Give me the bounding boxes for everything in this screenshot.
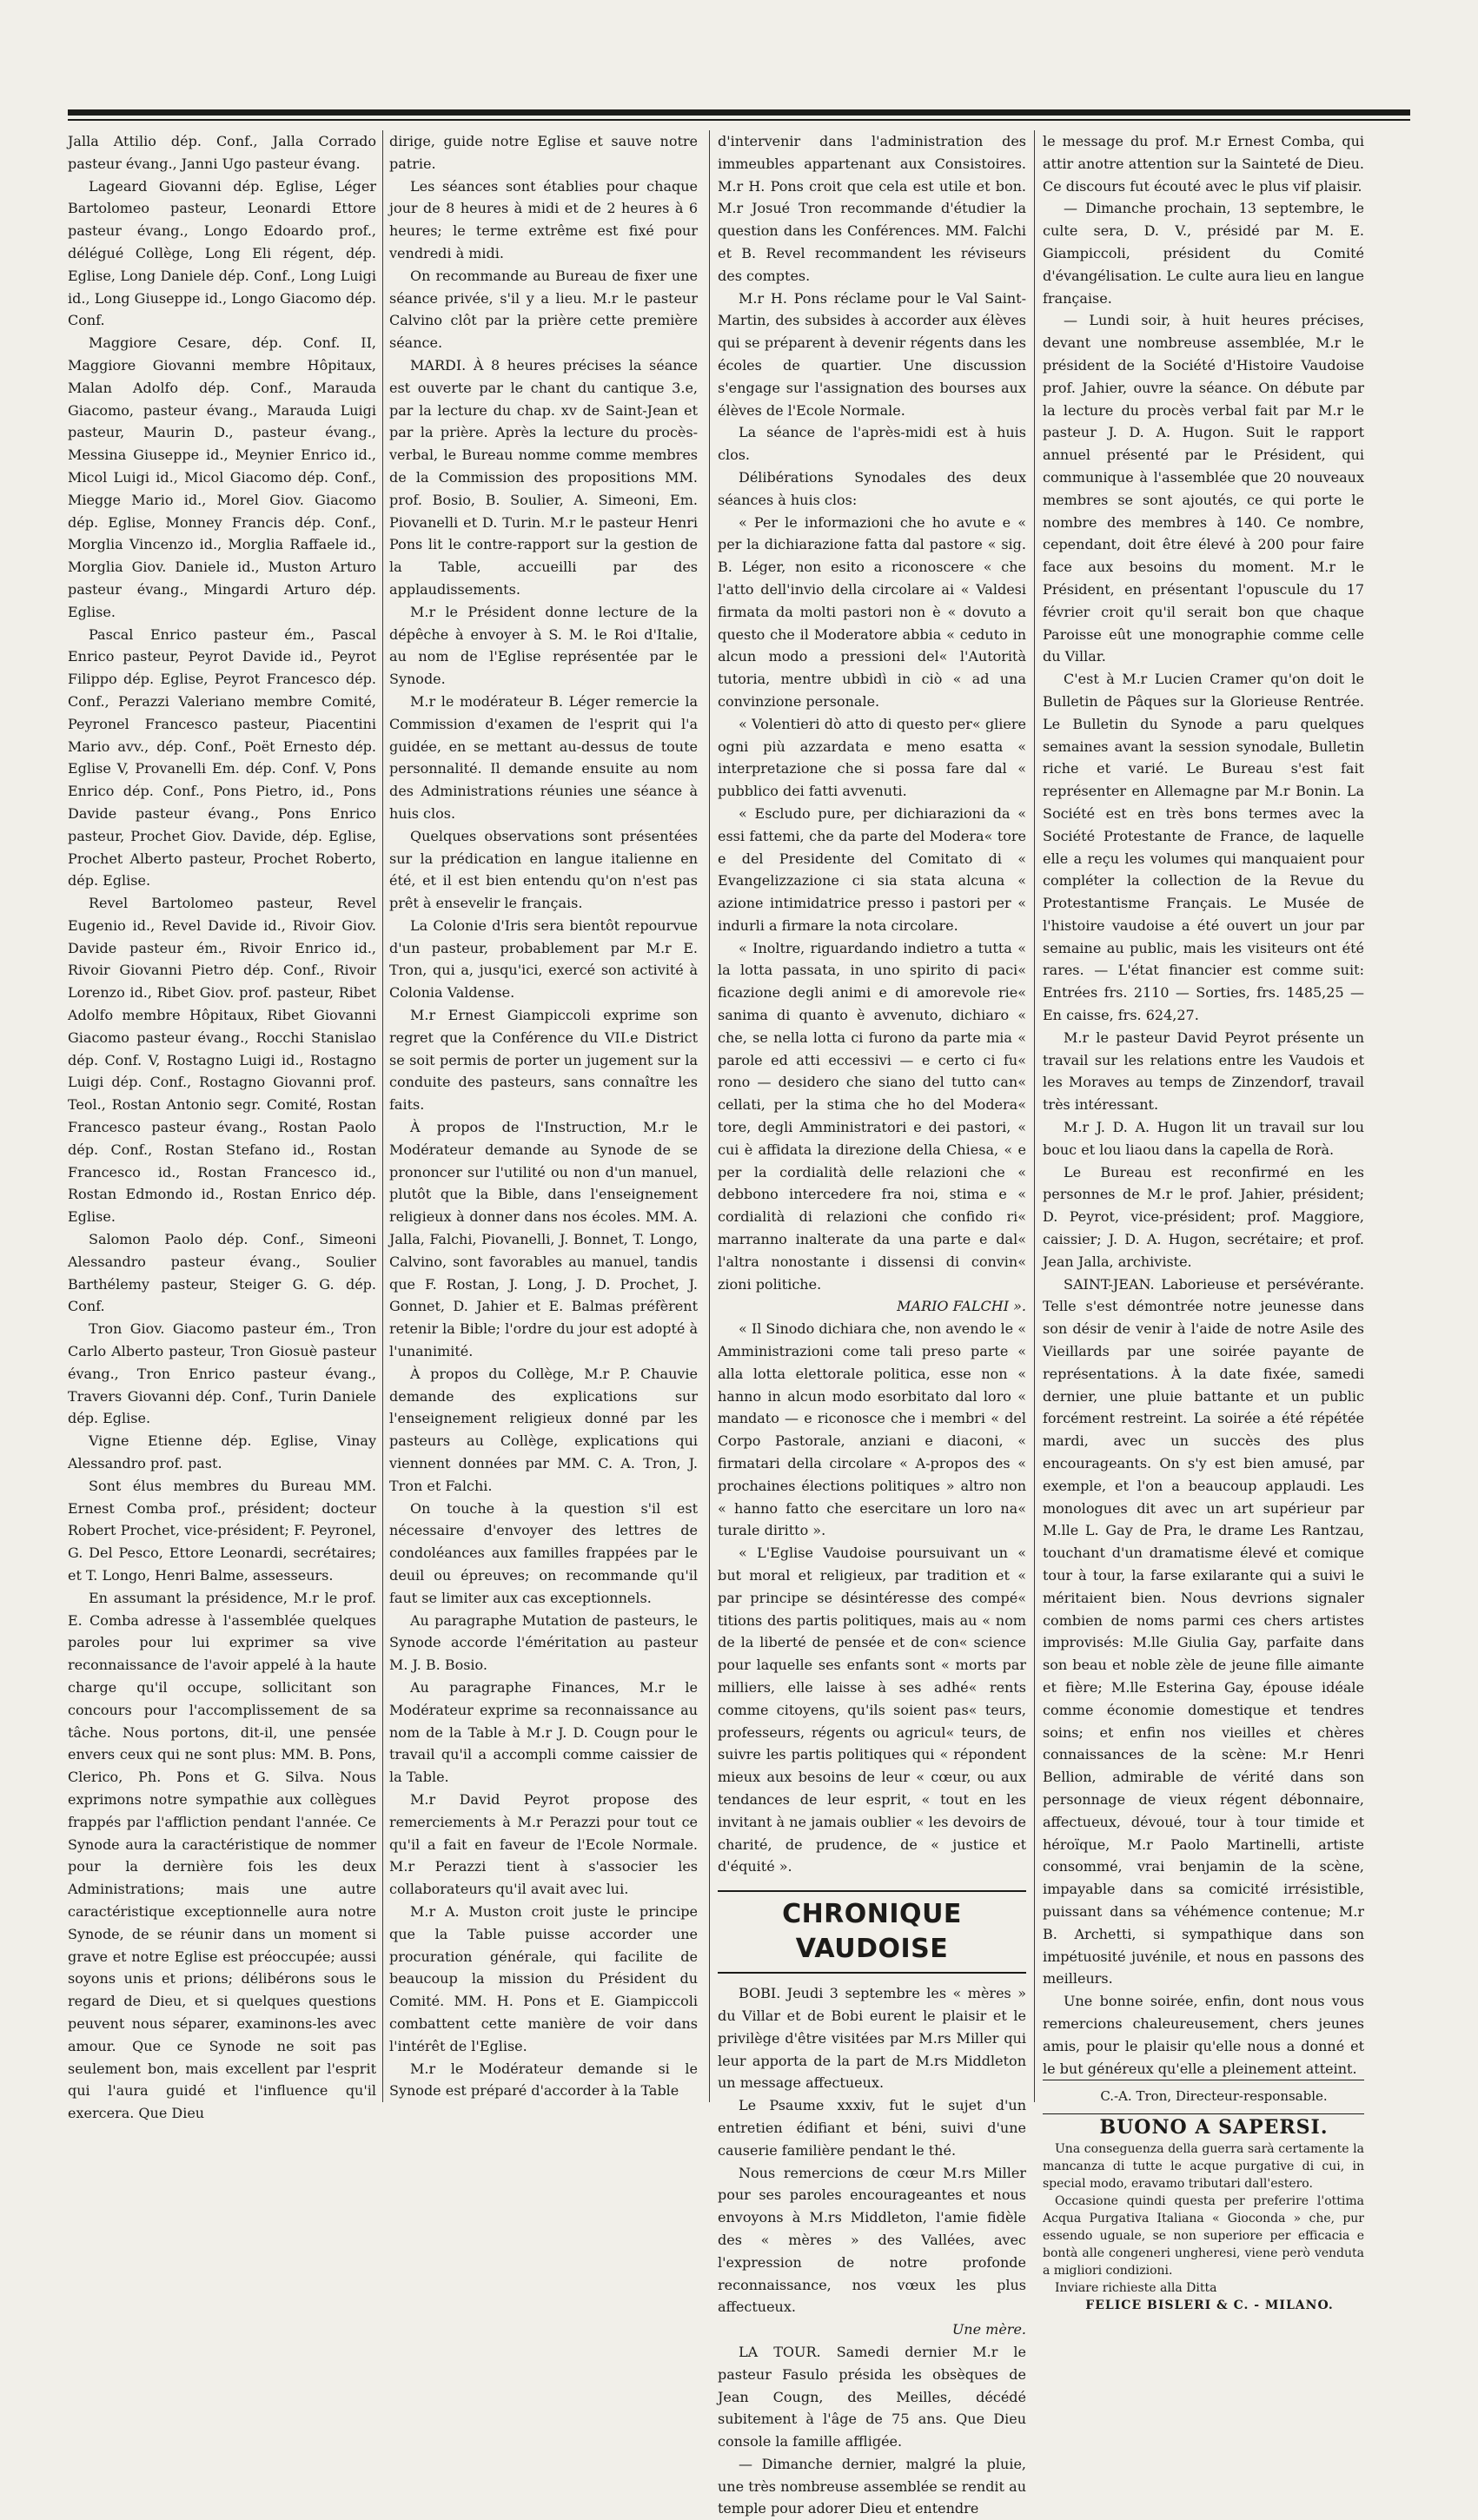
paragraph: SAINT-JEAN. Laborieuse et persévérante. Telle s'est démontrée notre jeunesse dans son désir de venir à l'aide de notre Asile des Vieillards par une soirée payante de représentations. À la date fixée, samedi dernier, une pluie battante et un public forcément restreint. La soirée a été répétée mardi, avec un succès des plus encourageants. On s'y est bien amusé, par exemple, et l'on a beaucoup applaudi. Les monologues dit avec un art supérieur par M.lle L. Gay de Pra, le drame Les Rantzau, touchant d'un dramatisme élevé et comique tour à tour, la farse exilarante qui a suivi le méritaient bien. Nous devrions signaler combien de noms parmi ces chers artistes improvisés: M.lle Giulia Gay, parfaite dans son beau et noble zèle de jeune fille aimante et fière; M.lle Esterina Gay, épouse idéale comme économie domestique et tendres soins; et enfin nos vieilles et chères connaissances de la scène: M.r Henri Bellion, admirable de vérité dans son personnage de vieux régent débonnaire, affectueux, dévoué, tour à tour timide et héroïque, M.r Paolo Martinelli, artiste consommé, vrai benjamin de la scène, impayable dans sa comicité irrésistible, puissant dans sa véhémence contenue; M.r B. Archetti, si sympathique dans son impétuosité juvénile, et nous en passons des meilleurs. — [1043, 1275, 1364, 1988]
paragraph: Salomon Paolo dép. Conf., Simeoni Alessandro pasteur évang., Soulier Barthélemy pasteur, Steiger G. G. dép. Conf. — [68, 1231, 376, 1315]
column-2 — [389, 130, 698, 2102]
paragraph: MARIO FALCHI ». — [897, 1298, 1026, 1315]
paragraph: « Inoltre, riguardando indietro a tutta « la lotta passata, in uno spirito di paci« ficazione degli animi e di amorevole rie« sanima di quanto è avvenuto, dichiaro « che, se nella lotta ci furono da parte mia « parole ed atti eccessivi — e certo ci fu« rono — desidero che siano del tutto can« cellati, per la stima che ho del Modera« tore, degli Amministratori e dei pastori, « cui è affidata la direzione della Chiesa, « e per la cordialità delle relazioni che « debbono intercedere fra noi, stima e « cordialità di relazioni che confido ri« marranno inalterate da una parte e dal« l'altra nonostante i dissensi di convin« zioni politiche. — [718, 939, 1026, 1293]
paragraph: C'est à M.r Lucien Cramer qu'on doit le Bulletin de Pâques sur la Glorieuse Rentrée. Le Bulletin du Synode a paru quelques semaines avant la session synodale, Bulletin riche et varié. Le Bureau s'est fait représenter en Allemagne par M.r Bonin. La Société est en très bons termes avec la Société Protestante de France, de laquelle elle a reçu les volumes qui manquaient pour compléter la collection de la Revue du Protestantisme Français. Le Musée de l'histoire vaudoise a été ouvert un jour par semaine au public, mais les visiteurs ont été rares. — L'état financier est comme suit: Entrées frs. 2110 — Sorties, frs. 1485,25 — En caisse, frs. 624,27. — [1043, 671, 1364, 1024]
paragraph: M.r J. D. A. Hugon lit un travail sur lou bouc et lou liaou dans la capella de Rorà. — [1043, 1119, 1364, 1158]
top-rule-thin — [68, 119, 1410, 121]
paragraph: Nous remercions de cœur M.rs Miller pour ses paroles encourageantes et nous envoyons à M.rs Middleton, l'amie fidèle des « mères » des Vallées, avec l'expression de notre profonde reconnaissance, nos vœux les plus affectueux. — [718, 2164, 1026, 2316]
top-rule — [68, 109, 1410, 116]
paragraph: À propos de l'Instruction, M.r le Modérateur demande au Synode de se prononcer sur l'utilité ou non d'un manuel, plutôt que la Bible, dans l'enseignement religieux à donner dans nos écoles. MM. A. Jalla, Falchi, Piovanelli, J. Bonnet, T. Longo, Calvino, sont favorables au manuel, tandis que F. Rostan, J. Long, J. D. Prochet, J. Gonnet, D. Jahier et E. Balmas préfèrent retenir la Bible; l'ordre du jour est adopté à l'unanimité. — [389, 1119, 698, 1360]
paragraph: À propos du Collège, M.r P. Chauvie demande des explications sur l'enseignement religieux donné par les pasteurs au Collège, explications qui viennent données par MM. C. A. Tron, J. Tron et Falchi. — [389, 1365, 698, 1494]
advertisement — [1043, 2140, 1364, 2314]
paragraph: d'intervenir dans l'administration des immeubles appartenant aux Consistoires. M.r H. Pons croit que cela est utile et bon. M.r Josué Tron recommande d'étudier la question dans les Conférences. MM. Falchi et B. Revel recommandent les réviseurs des comptes. — [718, 133, 1026, 284]
paragraph: M.r A. Muston croit juste le principe que la Table puisse accorder une procuration générale, qui facilite de beaucoup la mission du Président du Comité. MM. H. Pons et E. Giampiccoli combattent cette manière de voir dans l'intérêt de l'Eglise. — [389, 1902, 698, 2054]
column-1 — [68, 130, 376, 2122]
ad-paragraph: Occasione quindi questa per preferire l'ottima Acqua Purgativa Italiana « Gioconda » che, pur essendo uguale, se non superiore per efficacia e bontà alle congeneri ungheresi, viene però venduta a migliori condizioni. — [1043, 2194, 1364, 2279]
paragraph: Maggiore Cesare, dép. Conf. II, Maggiore Giovanni membre Hôpitaux, Malan Adolfo dép. Conf., Marauda Giacomo, pasteur évang., Marauda Luigi pasteur, Maurin D., pasteur évang., Messina Giuseppe id., Meynier Enrico id., Micol Luigi id., Micol Giacomo dép. Conf., Miegge Mario id., Morel Giov. Giacomo dép. Eglise, Monney Francis dép. Conf., Morglia Vincenzo id., Morglia Raffaele id., Morglia Giov. Daniele id., Muston Arturo pasteur évang., Mingardi Arturo dép. Eglise. — [68, 334, 376, 620]
column-3 — [718, 130, 1026, 2517]
paragraph: Une bonne soirée, enfin, dont nous vous remercions chaleureusement, chers jeunes amis, pour le plaisir qu'elle nous a donné et le but généreux qu'elle a pleinement atteint. — [1043, 1993, 1364, 2077]
paragraph: M.r le Modérateur demande si le Synode est préparé d'accorder à la Table — [389, 2060, 698, 2100]
paragraph: M.r H. Pons réclame pour le Val Saint-Martin, des subsides à accorder aux élèves qui se préparent à devenir régents dans les écoles de quartier. Une discussion s'engage sur l'assignation des bourses aux élèves de l'Ecole Normale. — [718, 289, 1026, 419]
paragraph: LA TOUR. Samedi dernier M.r le pasteur Fasulo présida les obsèques de Jean Cougn, des Meilles, décédé subitement à l'âge de 75 ans. Que Dieu console la famille affligée. — [718, 2343, 1026, 2451]
paragraph: le message du prof. M.r Ernest Comba, qui attir anotre attention sur la Sainteté de Dieu. Ce discours fut écouté avec le plus vif plaisir. — [1043, 133, 1364, 195]
column-4 — [1043, 130, 1364, 2313]
paragraph: M.r David Peyrot propose des remerciements à M.r Perazzi pour tout ce qu'il a fait en faveur de l'Ecole Normale. M.r Perazzi tient à s'associer les collaborateurs qu'il avait avec lui. — [389, 1790, 698, 1898]
paragraph: Jalla Attilio dép. Conf., Jalla Corrado pasteur évang., Janni Ugo pasteur évang. — [68, 133, 376, 172]
paragraph: Le Bureau est reconfirmé en les personnes de M.r le prof. Jahier, président; D. Peyrot, vice-président; prof. Maggiore, caissier; J. D. A. Hugon, secrétaire; et prof. Jean Jalla, archiviste. — [1043, 1163, 1364, 1270]
paragraph: « Volentieri dò atto di questo per« gliere ogni più azzardata e meno esatta « interpretazione che si possa fare dal « pubblico dei fatti avvenuti. — [718, 715, 1026, 800]
ad-firm: FELICE BISLERI & C. - MILANO. — [1085, 2298, 1334, 2313]
paragraph: La Colonie d'Iris sera bientôt repourvue d'un pasteur, probablement par M.r E. Tron, qui a, jusqu'ici, exercé son activité à Colonia Valdense. — [389, 916, 698, 1002]
paragraph: En assumant la présidence, M.r le prof. E. Comba adresse à l'assemblée quelques paroles pour lui exprimer sa vive reconnaissance de l'avoir appelé à la haute charge qu'il occupe, sollicitant son concours pour l'accomplissement de sa tâche. Nous portons, dit-il, une pensée envers ceux qui ne sont plus: MM. B. Pons, Clerico, Ph. Pons et G. Silva. Nous exprimons notre sympathie aux collègues frappés par l'affliction pendant l'année. Ce Synode aura la caractéristique de nommer pour la dernière fois les deux Administrations; mais une autre caractéristique exceptionnelle aura notre Synode, de se réunir dans un moment si grave et notre Eglise est préoccupée; aussi soyons unis et prions; délibérons sous le regard de Dieu, et si quelques questions peuvent nous séparer, examinons-les avec amour. Que ce Synode ne soit pas seulement bon, mais excellent par l'esprit qui l'aura guidé et l'influence qu'il exercera. Que Dieu — [68, 1589, 376, 2122]
paragraph: Tron Giov. Giacomo pasteur ém., Tron Carlo Alberto pasteur, Tron Giosuè pasteur évang., Tron Enrico pasteur évang., Travers Giovanni dép. Conf., Turin Daniele dép. Eglise. — [68, 1320, 376, 1427]
ad-paragraph: Inviare richieste alla Ditta — [1055, 2281, 1217, 2296]
paragraph: Délibérations Synodales des deux séances à huis clos: — [718, 468, 1026, 508]
director-signature: C.-A. Tron, Directeur-responsable. — [1043, 2080, 1364, 2114]
paragraph: « Per le informazioni che ho avute e « per la dichiarazione fatta dal pastore « sig. B. Léger, non esito a riconoscere « che l'atto dell'invio della circolare ai « Valdesi firmata da molti pastori non è « dovuto a questo che il Moderatore abbia « ceduto in alcun modo a pressioni del« l'Autorità tutoria, mentre ubbidì in ciò « ad una convinzione personale. — [718, 513, 1026, 710]
paragraph: « L'Eglise Vaudoise poursuivant un « but moral et religieux, par tradition et « par principe se désintéresse des compé« titions des partis politiques, mais au « nom de la liberté de pensée et de con« science pour laquelle ses enfants sont « morts par milliers, elle laisse à ses adhé« rents comme citoyens, qu'ils soient pas« teurs, professeurs, régents ou agricul« teurs, de suivre les partis politiques qui « répondent mieux aux besoins de leur « cœur, ou aux tendances de leur esprit, « tout en les invitant à ne jamais oublier « les devoirs de charité, de prudence, de « justice et d'équité ». — [718, 1544, 1026, 1875]
paragraph: Sont élus membres du Bureau MM. Ernest Comba prof., président; docteur Robert Prochet, vice-président; F. Peyronel, G. Del Pesco, Ettore Leonardi, secrétaires; et T. Longo, Henri Balme, assesseurs. — [68, 1477, 376, 1584]
paragraph: La séance de l'après-midi est à huis clos. — [718, 424, 1026, 464]
paragraph: Une mère. — [951, 2321, 1026, 2338]
paragraph: Vigne Etienne dép. Eglise, Vinay Alessandro prof. past. — [68, 1432, 376, 1472]
paragraph: BOBI. Jeudi 3 septembre les « mères » du Villar et de Bobi eurent le plaisir et le privilège d'être visitées par M.rs Miller qui leur apporta de la part de M.rs Middleton un message affectueux. — [718, 1985, 1026, 2092]
paragraph: M.r le pasteur David Peyrot présente un travail sur les relations entre les Vaudois et les Moraves au temps de Zinzendorf, travail très intéressant. — [1043, 1029, 1364, 1114]
paragraph: — Lundi soir, à huit heures précises, devant une nombreuse assemblée, M.r le président de la Société d'Histoire Vaudoise prof. Jahier, ouvre la séance. On débute par la lecture du procès verbal fait par M.r le pasteur J. D. A. Hugon. Suit le rapport annuel présenté par le Président, qui communique à l'assemblée que 20 nouveaux membres se sont ajoutés, ce qui porte le nombre des membres à 140. Ce nombre, cependant, doit être élevé à 200 pour faire face aux besoins du moment. M.r le Président, en présentant l'opuscule du 17 février croit qu'il serait bon que chaque Paroisse eût une monographie comme celle du Villar. — [1043, 312, 1364, 665]
paragraph: Les séances sont établies pour chaque jour de 8 heures à midi et de 2 heures à 6 heures; le terme extrême est fixé pour vendredi à midi. — [389, 177, 698, 261]
paragraph: « Il Sinodo dichiara che, non avendo le « Amministrazioni come tali preso parte « alla lotta elettorale politica, esse non « hanno in alcun modo esorbitato dal loro « mandato — e riconosce che i membri « del Corpo Pastorale, anziani e diaconi, « firmatari della circolare « A-propos des « prochaines élections politiques » altro non « hanno fatto che esercitare un loro na« turale diritto ». — [718, 1320, 1026, 1539]
paragraph: Revel Bartolomeo pasteur, Revel Eugenio id., Revel Davide id., Rivoir Giov. Davide pasteur ém., Rivoir Enrico id., Rivoir Giovanni Pietro dép. Conf., Rivoir Lorenzo id., Ribet Giov. prof. pasteur, Ribet Adolfo membre Hôpitaux, Ribet Giovanni Giacomo pasteur évang., Rocchi Stanislao dép. Conf. V, Rostagno Luigi id., Rostagno Luigi dép. Conf., Rostagno Giovanni prof. Teol., Rostan Antonio segr. Comité, Rostan Francesco pasteur évang., Rostan Paolo dép. Conf., Rostan Stefano id., Rostan Francesco id., Rostan Francesco id., Rostan Edmondo id., Rostan Enrico dép. Eglise. — [68, 895, 376, 1226]
paragraph: Au paragraphe Finances, M.r le Modérateur exprime sa reconnaissance au nom de la Table à M.r J. D. Cougn pour le travail qu'il a accompli comme caissier de la Table. — [389, 1678, 698, 1786]
paragraph: Le Psaume xxxiv, fut le sujet d'un entretien édifiant et béni, suivi d'une causerie familière pendant le thé. — [718, 2097, 1026, 2159]
paragraph: Au paragraphe Mutation de pasteurs, le Synode accorde l'éméritation au pasteur M. J. B. Bosio. — [389, 1611, 698, 1674]
ad-title: BUONO A SAPERSI. — [1099, 2116, 1329, 2140]
ad-paragraph: Una conseguenza della guerra sarà certamente la mancanza di tutte le acque purgative di cui, in special modo, eravamo tributari dall'estero. — [1043, 2142, 1364, 2192]
column-divider — [1034, 130, 1035, 2102]
paragraph: M.r le modérateur B. Léger remercie la Commission d'examen de l'esprit qui l'a guidée, en se mettant au-dessus de toute personnalité. Il demande ensuite au nom des Administrations réunies une séance à huis clos. — [389, 692, 698, 822]
paragraph: — Dimanche prochain, 13 septembre, le culte sera, D. V., présidé par M. E. Giampiccoli, président du Comité d'évangélisation. Le culte aura lieu en langue française. — [1043, 200, 1364, 307]
paragraph: « Escludo pure, per dichiarazioni da « essi fattemi, che da parte del Modera« tore e del Presidente del Comitato di « Evangelizzazione ci sia stata alcuna « azione intimidatrice presso i pastori per « indurli a firmare la nota circolare. — [718, 804, 1026, 934]
paragraph: dirige, guide notre Eglise et sauve notre patrie. — [389, 133, 698, 172]
paragraph: — Dimanche dernier, malgré la pluie, une très nombreuse assemblée se rendit au temple pour adorer Dieu et entendre — [718, 2455, 1026, 2517]
column-divider — [709, 130, 710, 2102]
paragraph: Pascal Enrico pasteur ém., Pascal Enrico pasteur, Peyrot Davide id., Peyrot Filippo dép. Eglise, Peyrot Francesco dép. Conf., Perazzi Valeriano membre Comité, Peyronel Francesco pasteur, Piacentini Mario avv., dép. Conf., Poët Ernesto dép. Eglise V, Provanelli Em. dép. Conf. V, Pons Enrico dép. Conf., Pons Pietro, id., Pons Davide pasteur évang., Pons Enrico pasteur, Prochet Giov. Davide, dép. Eglise, Prochet Alberto pasteur, Prochet Roberto, dép. Eglise. — [68, 625, 376, 890]
paragraph: On touche à la question s'il est nécessaire d'envoyer des lettres de condoléances aux familles frappées par le deuil ou épreuves; on recommande qu'il faut se limiter aux cas exceptionnels. — [389, 1499, 698, 1606]
paragraph: M.r le Président donne lecture de la dépêche à envoyer à S. M. le Roi d'Italie, au nom de l'Eglise représentée par le Synode. — [389, 603, 698, 688]
paragraph: M.r Ernest Giampiccoli exprime son regret que la Conférence du VII.e District se soit permis de porter un jugement sur la conduite des pasteurs, sans connaître les faits. — [389, 1007, 698, 1114]
paragraph: Lageard Giovanni dép. Eglise, Léger Bartolomeo pasteur, Leonardi Ettore pasteur évang., Longo Edoardo prof., délégué Collège, Long Eli régent, dép. Eglise, Long Daniele dép. Conf., Long Luigi id., Long Giuseppe id., Longo Giacomo dép. Conf. — [68, 177, 376, 329]
paragraph: MARDI. À 8 heures précises la séance est ouverte par le chant du cantique 3.e, par la lecture du chap. xv de Saint-Jean et par la prière. Après la lecture du procès-verbal, le Bureau nomme comme membres de la Commission des propositions MM. prof. Bosio, B. Soulier, A. Simeoni, Em. Piovanelli et D. Turin. M.r le pasteur Henri Pons lit le contre-rapport sur la gestion de la Table, accueilli par des applaudissements. — [389, 356, 698, 598]
section-heading: CHRONIQUE VAUDOISE — [718, 1890, 1026, 1974]
column-divider — [382, 130, 383, 2102]
paragraph: On recommande au Bureau de fixer une séance privée, s'il y a lieu. M.r le pasteur Calvino clôt par la prière cette première séance. — [389, 267, 698, 352]
paragraph: Quelques observations sont présentées sur la prédication en langue italienne en été, et il est bien entendu qu'on n'est pas prêt à ensevelir le français. — [389, 827, 698, 912]
